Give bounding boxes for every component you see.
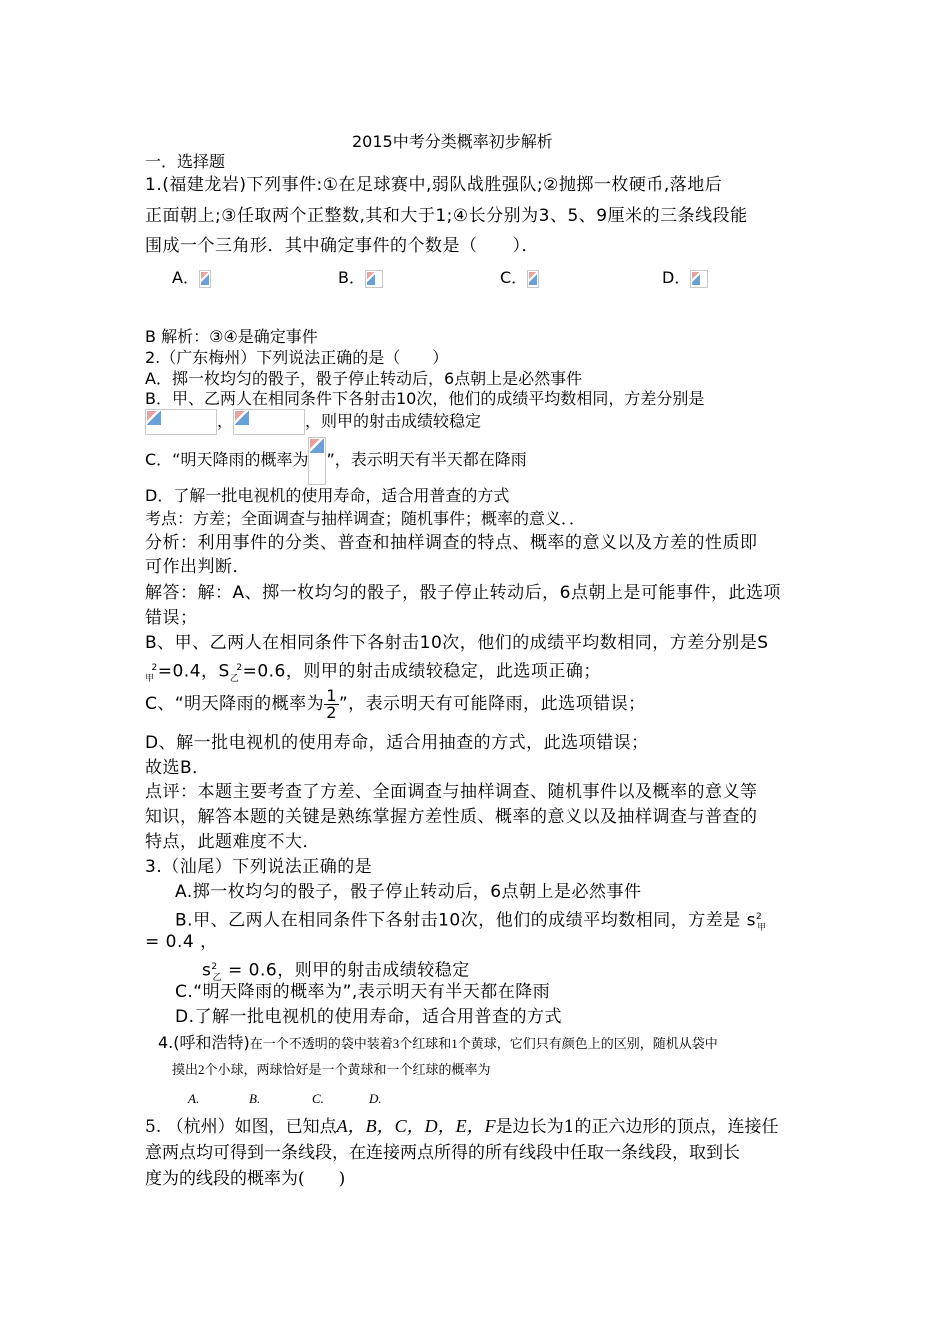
q1-option-c <box>500 268 539 288</box>
q2-jieda-d: D、解一批电视机的使用寿命，适合用抽查的方式，此选项错误； <box>145 733 649 753</box>
q2-stem: 2.（广东梅州）下列说法正确的是（ ） <box>145 348 449 367</box>
variance-symbol: s <box>202 960 212 981</box>
q5-line-1-pre: 5. （杭州）如图，已知点 <box>145 1117 337 1137</box>
q1-option-a-label: A． <box>172 268 199 287</box>
q2-option-a: A．掷一枚均匀的骰子，骰子停止转动后，6点朝上是必然事件 <box>145 369 583 388</box>
q2-fenxi-line-2: 可作出判断． <box>145 557 250 577</box>
q2-fenxi-line-1: 分析：利用事件的分类、普查和抽样调查的特点、概率的意义以及方差的性质即 <box>145 533 758 553</box>
q4-stem <box>158 1033 718 1054</box>
q1-line-3: 围成一个三角形．其中确定事件的个数是（ ）． <box>145 236 539 256</box>
comma: ， <box>217 411 234 431</box>
q1-answer: B 解析：③④是确定事件 <box>145 327 318 346</box>
q4-stem-text: 在一个不透明的袋中装着3个红球和1个黄球，它们只有颜色上的区别，随机从袋中 <box>249 1036 718 1051</box>
q3-option-a: A.掷一枚均匀的骰子，骰子停止转动后，6点朝上是必然事件 <box>175 882 642 902</box>
q1-option-b <box>338 268 383 288</box>
q2-option-c <box>145 436 527 484</box>
q2-option-b-line-1: B．甲、乙两人在相同条件下各射击10次，他们的成绩平均数相同，方差分别是 <box>145 389 705 408</box>
fraction-one-half <box>324 685 339 722</box>
q1-option-c-image-icon <box>527 270 539 288</box>
fraction-denominator: 2 <box>326 702 337 722</box>
hexagon-points: A，B，C，D，E，F <box>336 1116 496 1136</box>
q1-line-2: 正面朝上;③任取两个正整数,其和大于1;④长分别为3、5、9厘米的三条线段能 <box>145 206 748 226</box>
section-heading: 一．选择题 <box>145 152 226 171</box>
q1-option-d <box>662 268 708 288</box>
superscript-2: 2 <box>236 663 243 673</box>
variance-yi: =0.6，则甲的射击成绩较稳定，此选项正确； <box>242 661 601 682</box>
q3-option-c: C.“明天降雨的概率为”,表示明天有半天都在降雨 <box>175 982 551 1002</box>
q3-option-b-tail: = 0.6，则甲的射击成绩较稳定 <box>222 960 470 981</box>
q2-jieda-c <box>145 684 646 724</box>
q2-option-c-post: ”，表示明天有半天都在降雨 <box>326 450 527 469</box>
q2-dianping-line-3: 特点，此题难度不大． <box>145 832 320 852</box>
q4-line-2: 摸出2个小球，两球恰好是一个黄球和一个红球的概率为 <box>172 1062 491 1077</box>
q1-line-1: 1.(福建龙岩)下列事件:①在足球赛中,弱队战胜强队;②抛掷一枚硬币,落地后 <box>145 175 723 195</box>
superscript-2: 2 <box>211 962 218 972</box>
q4-source: 4.(呼和浩特) <box>158 1033 250 1052</box>
q5-line-3: 度为的线段的概率为( ) <box>145 1169 346 1189</box>
q4-option-a: A. <box>188 1091 200 1106</box>
q5-line-1-post: 是边长为1的正六边形的顶点，连接任 <box>495 1117 779 1137</box>
q1-option-b-image-icon <box>365 270 383 288</box>
q2-jieda-b-line-1: B、甲、乙两人在相同条件下各射击10次，他们的成绩平均数相同，方差分别是S <box>145 633 769 653</box>
q5-line-2: 意两点均可得到一条线段，在连接两点所得的所有线段中任取一条线段，取到长 <box>145 1143 740 1163</box>
q1-option-d-image-icon <box>690 270 708 288</box>
q1-option-b-label: B． <box>338 268 365 287</box>
subscript-yi: 乙 <box>212 973 223 984</box>
fraction-image-icon <box>308 437 326 485</box>
subscript-yi: 乙 <box>229 674 240 685</box>
q4-option-b: B. <box>249 1091 261 1106</box>
q1-option-d-label: D． <box>662 268 691 287</box>
q2-option-b-tail: ，则甲的射击成绩较稳定 <box>305 411 482 431</box>
fraction-numerator: 1 <box>326 685 337 705</box>
superscript-2: 2 <box>151 663 158 673</box>
q2-jieda-line-1: 解答：解：A、掷一枚均匀的骰子，骰子停止转动后，6点朝上是可能事件，此选项 <box>145 583 781 603</box>
q2-option-b-line-2 <box>145 409 481 435</box>
q5-line-1 <box>145 1114 778 1139</box>
q2-dianping-line-1: 点评：本题主要考查了方差、全面调查与抽样调查、随机事件以及概率的意义等 <box>145 782 758 802</box>
q2-dianping-line-2: 知识，解答本题的关键是熟练掌握方差性质、概率的意义以及抽样调查与普查的 <box>145 807 758 827</box>
q3-option-b-line-1 <box>175 907 767 938</box>
subscript-jia: 甲 <box>757 923 767 934</box>
page-title: 2015中考分类概率初步解析 <box>352 132 553 151</box>
q1-option-c-label: C． <box>500 268 528 287</box>
q4-option-d: D. <box>369 1091 382 1106</box>
subscript-jia: 甲 <box>145 674 155 685</box>
q3-option-b-line-2: = 0.4 ， <box>145 932 218 952</box>
q3-option-d: D.了解一批电视机的使用寿命，适合用普查的方式 <box>175 1007 562 1027</box>
q3-stem: 3.（汕尾）下列说法正确的是 <box>145 857 373 877</box>
q2-jieda-c-post: ”，表示明天有可能降雨，此选项错误； <box>338 694 646 714</box>
q1-options <box>172 268 211 288</box>
q4-option-c: C. <box>312 1091 324 1106</box>
superscript-2: 2 <box>755 912 763 922</box>
q2-jieda-c-pre: C、“明天降雨的概率为 <box>145 694 325 714</box>
q3-option-b-text: B.甲、乙两人在相同条件下各射击10次，他们的成绩平均数相同，方差是 s <box>175 910 756 931</box>
variance-image-icon <box>233 409 305 435</box>
variance-image-icon <box>145 409 217 435</box>
q2-option-d: D．了解一批电视机的使用寿命，适合用普查的方式 <box>145 486 510 505</box>
variance-jia: =0.4，S <box>157 661 230 682</box>
q2-jieda-line-2: 错误； <box>145 608 198 628</box>
q1-option-a-image-icon <box>199 270 211 288</box>
q2-guxuan: 故选B． <box>145 758 210 778</box>
q2-kaodian: 考点：方差；全面调查与抽样调查；随机事件；概率的意义．． <box>145 509 586 528</box>
q2-option-c-pre: C．“明天降雨的概率为 <box>145 450 309 469</box>
